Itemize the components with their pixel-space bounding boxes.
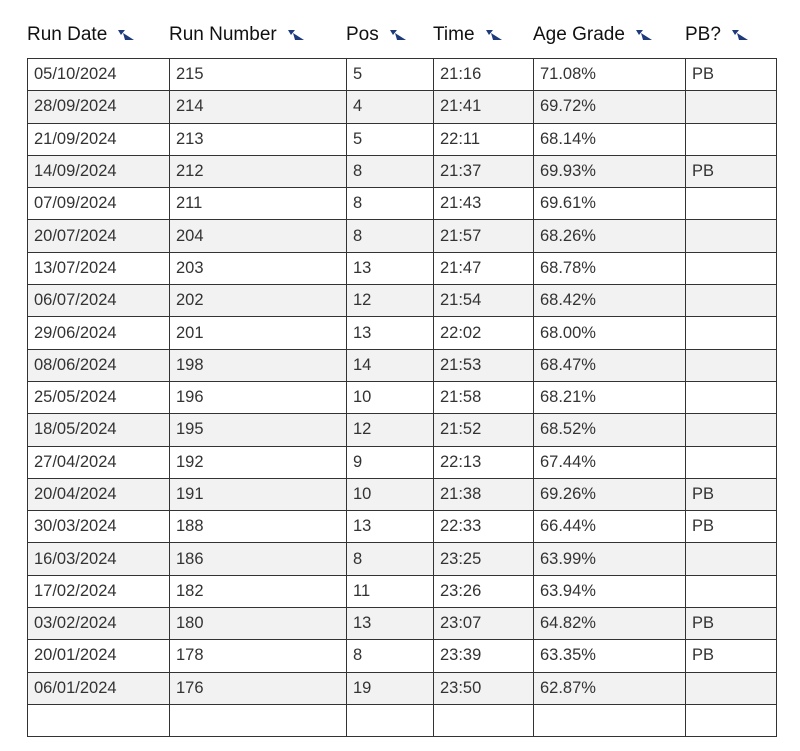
sort-arrows-icon[interactable]	[731, 29, 749, 41]
pos-cell: 8	[347, 188, 434, 220]
run-date-cell: 25/05/2024	[28, 381, 170, 413]
pos-cell: 12	[347, 414, 434, 446]
time-cell: 22:02	[434, 317, 534, 349]
run-number-cell: 188	[170, 511, 347, 543]
sort-arrows-icon[interactable]	[485, 29, 503, 41]
column-header-time[interactable]	[433, 22, 503, 48]
column-header-age-grade[interactable]	[533, 22, 653, 48]
column-header-run-number[interactable]	[169, 22, 305, 48]
pos-cell: 10	[347, 478, 434, 510]
time-cell	[434, 704, 534, 736]
run-number-cell: 191	[170, 478, 347, 510]
pb-cell	[686, 123, 777, 155]
pos-cell: 5	[347, 59, 434, 91]
age-grade-cell	[534, 704, 686, 736]
run-number-cell: 195	[170, 414, 347, 446]
sort-arrows-icon[interactable]	[117, 29, 135, 41]
table-row	[28, 285, 777, 317]
column-header-run-date[interactable]	[27, 22, 135, 48]
pb-cell	[686, 285, 777, 317]
pb-cell	[686, 91, 777, 123]
age-grade-cell: 68.78%	[534, 252, 686, 284]
run-date-cell: 06/07/2024	[28, 285, 170, 317]
age-grade-cell: 68.14%	[534, 123, 686, 155]
pos-cell: 8	[347, 543, 434, 575]
run-date-cell: 06/01/2024	[28, 672, 170, 704]
run-date-cell	[28, 704, 170, 736]
column-header-pb[interactable]	[685, 22, 749, 48]
time-cell: 21:58	[434, 381, 534, 413]
pb-cell	[686, 220, 777, 252]
table-row	[28, 317, 777, 349]
run-number-cell: 186	[170, 543, 347, 575]
age-grade-cell: 68.47%	[534, 349, 686, 381]
run-number-cell: 178	[170, 640, 347, 672]
pb-cell	[686, 704, 777, 736]
run-number-cell: 203	[170, 252, 347, 284]
run-date-cell: 07/09/2024	[28, 188, 170, 220]
run-date-cell: 29/06/2024	[28, 317, 170, 349]
pos-cell: 5	[347, 123, 434, 155]
pos-cell	[347, 704, 434, 736]
table-row	[28, 123, 777, 155]
time-cell: 23:25	[434, 543, 534, 575]
time-cell: 23:39	[434, 640, 534, 672]
time-cell: 21:47	[434, 252, 534, 284]
table-row	[28, 349, 777, 381]
age-grade-cell: 68.21%	[534, 381, 686, 413]
age-grade-cell: 69.93%	[534, 155, 686, 187]
table-row	[28, 511, 777, 543]
age-grade-cell: 66.44%	[534, 511, 686, 543]
column-header-label: Run Number	[169, 24, 277, 45]
run-number-cell: 212	[170, 155, 347, 187]
age-grade-cell: 64.82%	[534, 608, 686, 640]
pb-cell	[686, 252, 777, 284]
time-cell: 23:50	[434, 672, 534, 704]
run-date-cell: 17/02/2024	[28, 575, 170, 607]
results-table-body	[28, 59, 777, 737]
pos-cell: 13	[347, 317, 434, 349]
run-number-cell: 214	[170, 91, 347, 123]
run-date-cell: 13/07/2024	[28, 252, 170, 284]
run-date-cell: 27/04/2024	[28, 446, 170, 478]
age-grade-cell: 63.35%	[534, 640, 686, 672]
run-date-cell: 03/02/2024	[28, 608, 170, 640]
table-row	[28, 252, 777, 284]
run-number-cell: 176	[170, 672, 347, 704]
pb-cell	[686, 672, 777, 704]
run-date-cell: 08/06/2024	[28, 349, 170, 381]
time-cell: 21:57	[434, 220, 534, 252]
time-cell: 22:11	[434, 123, 534, 155]
time-cell: 21:53	[434, 349, 534, 381]
pos-cell: 8	[347, 220, 434, 252]
pb-cell	[686, 317, 777, 349]
table-row	[28, 220, 777, 252]
pos-cell: 4	[347, 91, 434, 123]
run-number-cell: 202	[170, 285, 347, 317]
run-date-cell: 30/03/2024	[28, 511, 170, 543]
pb-cell: PB	[686, 608, 777, 640]
run-number-cell: 204	[170, 220, 347, 252]
run-number-cell: 215	[170, 59, 347, 91]
run-number-cell: 201	[170, 317, 347, 349]
run-date-cell: 05/10/2024	[28, 59, 170, 91]
column-header-label: PB?	[685, 24, 721, 45]
pb-cell	[686, 349, 777, 381]
time-cell: 22:33	[434, 511, 534, 543]
table-row	[28, 155, 777, 187]
time-cell: 21:43	[434, 188, 534, 220]
table-header-row	[0, 0, 800, 58]
table-row	[28, 91, 777, 123]
time-cell: 21:16	[434, 59, 534, 91]
pos-cell: 8	[347, 640, 434, 672]
pb-cell: PB	[686, 640, 777, 672]
table-row	[28, 543, 777, 575]
table-row	[28, 640, 777, 672]
time-cell: 21:41	[434, 91, 534, 123]
column-header-label: Time	[433, 24, 475, 45]
age-grade-cell: 68.42%	[534, 285, 686, 317]
table-row	[28, 575, 777, 607]
table-row	[28, 478, 777, 510]
pos-cell: 14	[347, 349, 434, 381]
age-grade-cell: 68.26%	[534, 220, 686, 252]
table-row	[28, 672, 777, 704]
pb-cell: PB	[686, 59, 777, 91]
age-grade-cell: 67.44%	[534, 446, 686, 478]
pb-cell: PB	[686, 511, 777, 543]
time-cell: 21:52	[434, 414, 534, 446]
run-number-cell: 213	[170, 123, 347, 155]
pb-cell	[686, 575, 777, 607]
table-row	[28, 414, 777, 446]
pb-cell	[686, 188, 777, 220]
age-grade-cell: 71.08%	[534, 59, 686, 91]
time-cell: 23:07	[434, 608, 534, 640]
pos-cell: 13	[347, 608, 434, 640]
pos-cell: 19	[347, 672, 434, 704]
run-number-cell: 211	[170, 188, 347, 220]
column-header-label: Age Grade	[533, 24, 625, 45]
column-header-label: Pos	[346, 24, 379, 45]
pos-cell: 11	[347, 575, 434, 607]
pb-cell	[686, 543, 777, 575]
age-grade-cell: 63.94%	[534, 575, 686, 607]
results-table	[27, 58, 777, 737]
run-number-cell: 192	[170, 446, 347, 478]
pos-cell: 13	[347, 252, 434, 284]
run-number-cell: 196	[170, 381, 347, 413]
table-row	[28, 59, 777, 91]
run-date-cell: 18/05/2024	[28, 414, 170, 446]
pos-cell: 10	[347, 381, 434, 413]
pb-cell: PB	[686, 155, 777, 187]
pos-cell: 9	[347, 446, 434, 478]
time-cell: 21:54	[434, 285, 534, 317]
table-row	[28, 608, 777, 640]
run-date-cell: 21/09/2024	[28, 123, 170, 155]
table-row	[28, 704, 777, 736]
run-date-cell: 28/09/2024	[28, 91, 170, 123]
run-date-cell: 20/01/2024	[28, 640, 170, 672]
age-grade-cell: 63.99%	[534, 543, 686, 575]
pos-cell: 13	[347, 511, 434, 543]
age-grade-cell: 69.72%	[534, 91, 686, 123]
time-cell: 22:13	[434, 446, 534, 478]
run-date-cell: 20/04/2024	[28, 478, 170, 510]
sort-arrows-icon[interactable]	[635, 29, 653, 41]
time-cell: 21:38	[434, 478, 534, 510]
pb-cell	[686, 414, 777, 446]
run-number-cell: 182	[170, 575, 347, 607]
column-header-label: Run Date	[27, 24, 108, 45]
run-number-cell: 180	[170, 608, 347, 640]
sort-arrows-icon[interactable]	[287, 29, 305, 41]
pb-cell: PB	[686, 478, 777, 510]
table-row	[28, 446, 777, 478]
pos-cell: 12	[347, 285, 434, 317]
table-row	[28, 188, 777, 220]
age-grade-cell: 68.52%	[534, 414, 686, 446]
age-grade-cell: 69.26%	[534, 478, 686, 510]
run-number-cell	[170, 704, 347, 736]
age-grade-cell: 68.00%	[534, 317, 686, 349]
pb-cell	[686, 381, 777, 413]
run-date-cell: 16/03/2024	[28, 543, 170, 575]
age-grade-cell: 62.87%	[534, 672, 686, 704]
pos-cell: 8	[347, 155, 434, 187]
pb-cell	[686, 446, 777, 478]
sort-arrows-icon[interactable]	[389, 29, 407, 41]
run-number-cell: 198	[170, 349, 347, 381]
time-cell: 21:37	[434, 155, 534, 187]
time-cell: 23:26	[434, 575, 534, 607]
run-date-cell: 14/09/2024	[28, 155, 170, 187]
age-grade-cell: 69.61%	[534, 188, 686, 220]
column-header-pos[interactable]	[346, 22, 407, 48]
run-date-cell: 20/07/2024	[28, 220, 170, 252]
table-row	[28, 381, 777, 413]
